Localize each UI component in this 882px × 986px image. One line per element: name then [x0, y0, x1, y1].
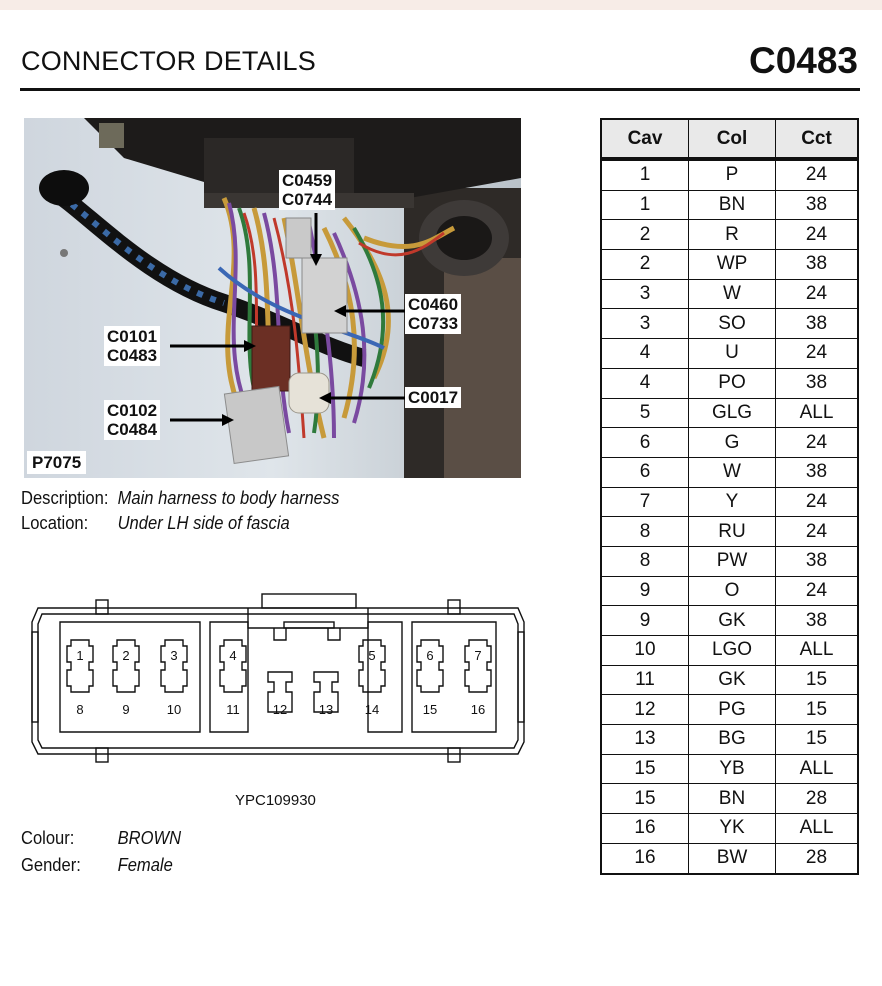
cell-cav: 6: [601, 457, 689, 487]
cell-col: GK: [689, 665, 776, 695]
cell-col: G: [689, 428, 776, 458]
cell-cav: 16: [601, 843, 689, 873]
cell-col: O: [689, 576, 776, 606]
cell-cav: 9: [601, 606, 689, 636]
description-row: [21, 488, 339, 509]
gender-row: [21, 855, 173, 876]
connector-code: C0483: [748, 40, 858, 81]
cell-cct: 24: [776, 428, 859, 458]
cell-cav: 6: [601, 428, 689, 458]
cell-cav: 10: [601, 636, 689, 666]
table-row: [601, 487, 858, 517]
pin-number-label: 10: [166, 702, 182, 717]
cell-cct: ALL: [776, 398, 859, 428]
cell-cct: 15: [776, 695, 859, 725]
table-row: [601, 159, 858, 190]
table-row: [601, 695, 858, 725]
header-cav: Cav: [601, 119, 689, 159]
description-label: Description:: [21, 488, 109, 508]
pin-number-label: 8: [76, 702, 84, 717]
pin-number-label: 2: [122, 648, 130, 663]
cell-col: RU: [689, 517, 776, 547]
cell-col: BW: [689, 843, 776, 873]
table-row: [601, 576, 858, 606]
cell-cct: 38: [776, 368, 859, 398]
cell-cav: 1: [601, 159, 689, 190]
table-row: [601, 546, 858, 576]
cell-col: GLG: [689, 398, 776, 428]
table-row: [601, 457, 858, 487]
callout-c0101: C0101 C0483: [104, 326, 160, 366]
table-row: [601, 517, 858, 547]
cell-cct: ALL: [776, 636, 859, 666]
photo-id-label: P7075: [27, 451, 86, 474]
cell-cct: 38: [776, 546, 859, 576]
pin-number-label: 1: [76, 648, 84, 663]
pin-number-label: 3: [170, 648, 178, 663]
table-row: [601, 606, 858, 636]
location-row: [21, 513, 290, 534]
cell-col: YB: [689, 754, 776, 784]
table-row: [601, 843, 858, 873]
connector-photo: [24, 118, 521, 478]
cell-cct: ALL: [776, 814, 859, 844]
cell-cav: 16: [601, 814, 689, 844]
pin-number-label: 4: [229, 648, 237, 663]
cell-cav: 4: [601, 368, 689, 398]
cell-cav: 9: [601, 576, 689, 606]
cell-cav: 1: [601, 190, 689, 220]
cell-cct: 28: [776, 784, 859, 814]
cell-col: YK: [689, 814, 776, 844]
header-col: Col: [689, 119, 776, 159]
cell-cav: 12: [601, 695, 689, 725]
cell-cav: 15: [601, 784, 689, 814]
colour-label: Colour:: [21, 828, 75, 848]
header-rule: [20, 88, 860, 91]
cell-col: Y: [689, 487, 776, 517]
cell-cct: 24: [776, 220, 859, 250]
cell-cct: 38: [776, 309, 859, 339]
cell-cct: 24: [776, 159, 859, 190]
cell-cav: 4: [601, 339, 689, 369]
cell-cav: 8: [601, 546, 689, 576]
cell-col: W: [689, 457, 776, 487]
cell-col: LGO: [689, 636, 776, 666]
cell-col: BG: [689, 725, 776, 755]
cell-cav: 8: [601, 517, 689, 547]
cell-col: BN: [689, 784, 776, 814]
pin-number-label: 12: [272, 702, 288, 717]
table-row: [601, 250, 858, 280]
table-row: [601, 279, 858, 309]
cell-cct: 38: [776, 457, 859, 487]
cell-cct: 28: [776, 843, 859, 873]
pin-number-label: 6: [426, 648, 434, 663]
top-strip: [0, 0, 882, 10]
table-row: [601, 398, 858, 428]
page-title: CONNECTOR DETAILS: [21, 46, 316, 76]
table-row: [601, 814, 858, 844]
cell-cct: 24: [776, 279, 859, 309]
table-row: [601, 725, 858, 755]
cell-cav: 2: [601, 220, 689, 250]
cell-cav: 13: [601, 725, 689, 755]
table-row: [601, 220, 858, 250]
cell-col: PO: [689, 368, 776, 398]
table-row: [601, 754, 858, 784]
cell-cct: 15: [776, 725, 859, 755]
table-row: [601, 190, 858, 220]
header-cct: Cct: [776, 119, 859, 159]
cell-col: P: [689, 159, 776, 190]
callout-c0459: C0459 C0744: [279, 170, 335, 210]
cell-cct: 38: [776, 250, 859, 280]
cell-col: U: [689, 339, 776, 369]
location-value: Under LH side of fascia: [117, 513, 290, 533]
gender-value: Female: [117, 855, 173, 875]
diagram-ref: YPC109930: [235, 792, 316, 809]
description-value: Main harness to body harness: [117, 488, 340, 508]
callout-c0102: C0102 C0484: [104, 400, 160, 440]
table-row: [601, 428, 858, 458]
cell-cav: 2: [601, 250, 689, 280]
cell-cav: 5: [601, 398, 689, 428]
table-row: [601, 636, 858, 666]
pin-table-header: [601, 119, 858, 159]
cell-cct: 15: [776, 665, 859, 695]
cell-col: WP: [689, 250, 776, 280]
callout-c0460: C0460 C0733: [405, 294, 461, 334]
cell-col: R: [689, 220, 776, 250]
cell-cct: ALL: [776, 754, 859, 784]
cell-cct: 38: [776, 606, 859, 636]
cell-col: SO: [689, 309, 776, 339]
cell-col: BN: [689, 190, 776, 220]
pin-number-label: 11: [226, 702, 240, 717]
pin-number-label: 7: [474, 648, 482, 663]
location-label: Location:: [21, 513, 89, 533]
cell-cct: 24: [776, 576, 859, 606]
cell-cav: 3: [601, 279, 689, 309]
connector-outline: [28, 592, 528, 772]
cell-col: GK: [689, 606, 776, 636]
pin-number-label: 13: [318, 702, 334, 717]
connector-face-diagram: [28, 592, 528, 772]
pin-number-label: 14: [364, 702, 380, 717]
cell-cct: 24: [776, 517, 859, 547]
pin-table: [600, 118, 859, 875]
pin-number-label: 16: [470, 702, 486, 717]
table-row: [601, 665, 858, 695]
table-row: [601, 339, 858, 369]
gender-label: Gender:: [21, 855, 81, 875]
colour-row: [21, 828, 181, 849]
table-row: [601, 784, 858, 814]
pin-number-label: 9: [122, 702, 130, 717]
cell-cav: 15: [601, 754, 689, 784]
table-row: [601, 309, 858, 339]
pin-number-label: 5: [368, 648, 376, 663]
cell-col: W: [689, 279, 776, 309]
cell-col: PW: [689, 546, 776, 576]
cell-cav: 3: [601, 309, 689, 339]
callout-c0017: C0017: [405, 387, 461, 408]
cell-cct: 24: [776, 487, 859, 517]
table-row: [601, 368, 858, 398]
cell-cav: 7: [601, 487, 689, 517]
cell-cct: 24: [776, 339, 859, 369]
cell-cct: 38: [776, 190, 859, 220]
pin-number-label: 15: [422, 702, 438, 717]
cell-col: PG: [689, 695, 776, 725]
cell-cav: 11: [601, 665, 689, 695]
colour-value: BROWN: [117, 828, 182, 848]
